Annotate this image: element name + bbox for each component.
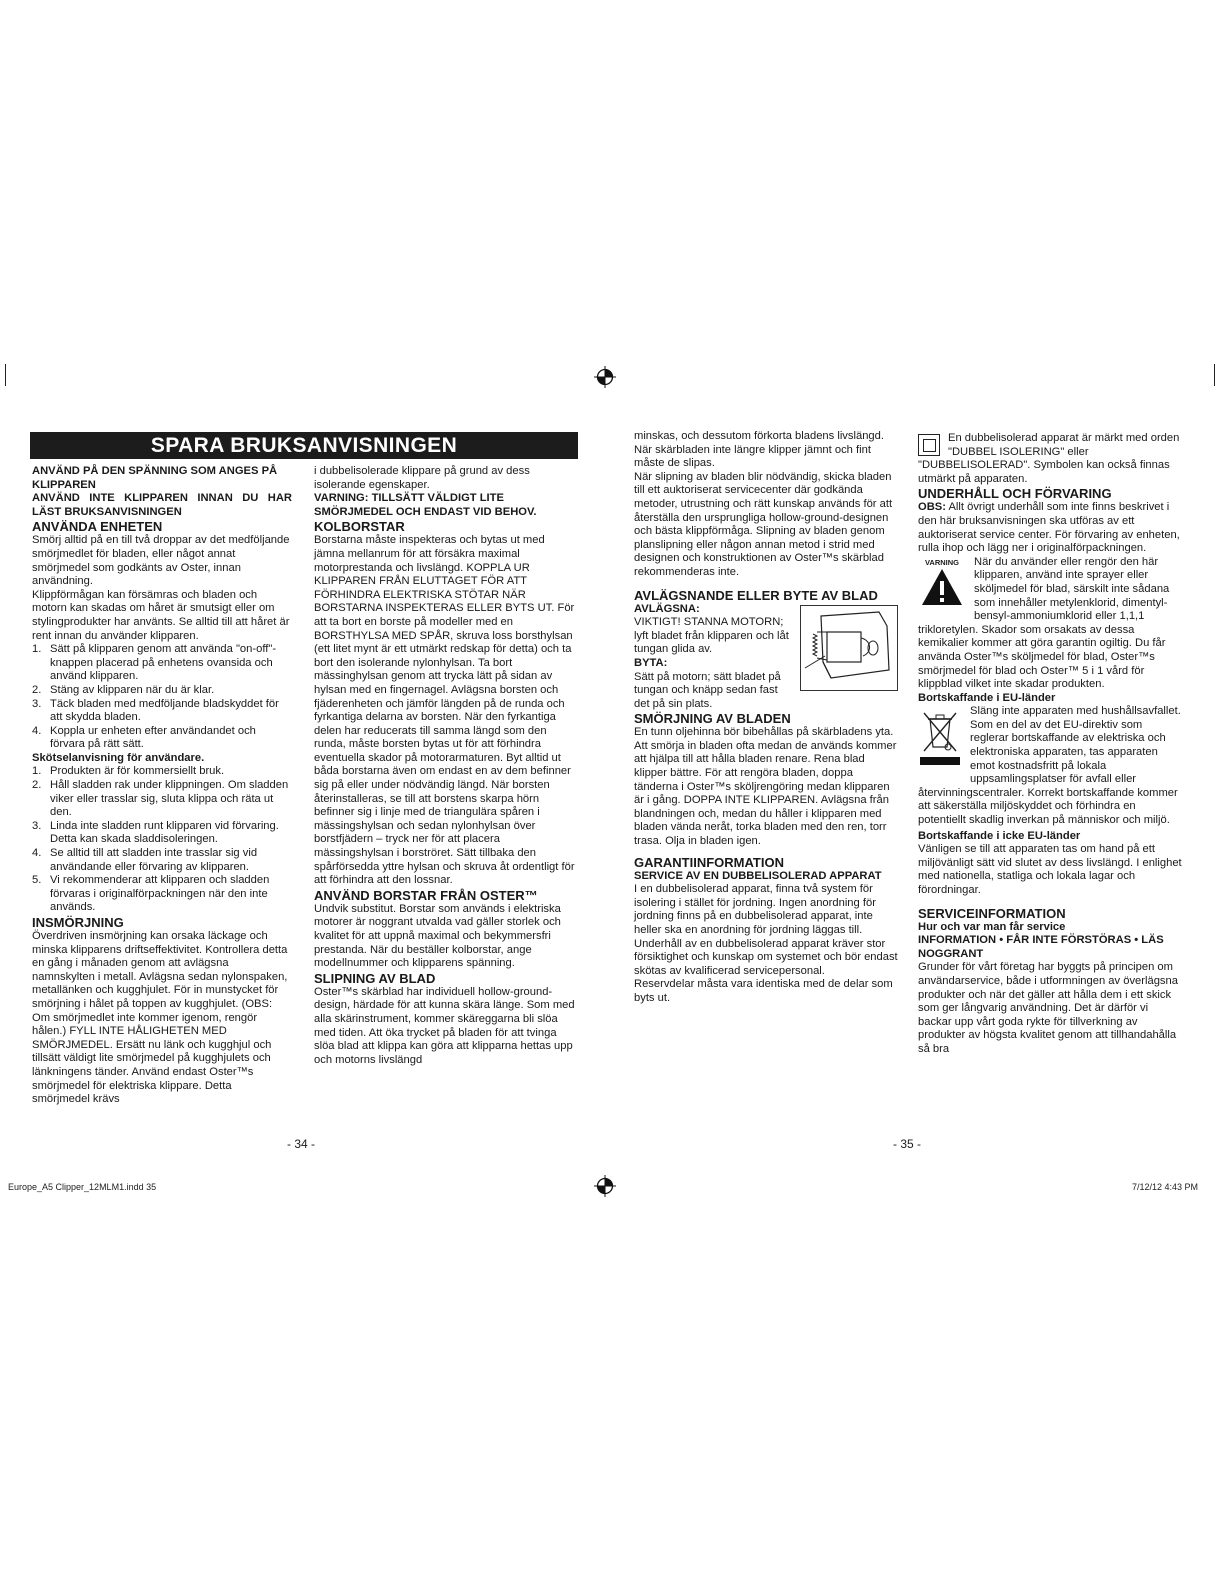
read-manual-warning: ANVÄND INTE KLIPPAREN INNAN DU HAR LÄST BRUKSANVISNINGEN: [32, 492, 292, 518]
paragraph: Överdriven insmörjning kan orsaka läckage och minska klipparens driftseffektivitet. Kontrollera detta en gång i månaden genom att avlägsna namnskylten i metall. Avlägsna sedan nylonspaken, metallänken och kugghjulet. För in munstycket för smörjning i hålet på toppen av kugghjulet. (OBS: Om smörjmedlet inte kommer igenom, rengör hålen.) FYLL INTE HÅLIGHETEN MED SMÖRJMEDEL. Ersätt nu länk och kugghjul och tillsätt väldigt lite smörjmedel på kugghjulets och länkningens tänder. Använd endast Oster™s smörjmedel för elektriska klippare. Detta smörjmedel krävs: [32, 930, 288, 1106]
crossed-bin-icon: [918, 707, 962, 767]
footer-filename: Europe_A5 Clipper_12MLM1.indd 35: [8, 1182, 157, 1192]
warning-triangle-icon: [920, 567, 964, 607]
page-number-right: - 35 -: [893, 1137, 922, 1151]
paragraph: Oster™s skärblad har individuell hollow-ground-design, härdade för att kunna skära länge. Som med alla skärinstrument, kommer skäreggarna bli slöa med tiden. Att öka trycket på bladen för att tvinga slöa blad att klippa kan göra att klipparna hettas upp och motorns livslängd: [314, 985, 575, 1066]
heading-care: Skötselanvisning för användare.: [32, 751, 205, 764]
paragraph: VIKTIGT! STANNA MOTORN; lyft bladet från klipparen och låt tungan glida av.: [634, 616, 789, 656]
paragraph: OBS: Allt övrigt underhåll som inte finns beskrivet i den här bruksanvisningen ska utföras av ett auktoriserat service center. För förvaring av enheten, rulla ihop och lägg ner i originalförpackningen.: [918, 501, 1180, 555]
paragraph: Smörj alltid på en till två droppar av det medföljande smörjmedlet för bladen, eller något annat smörjmedel som godkänts av Oster, innan användning.: [32, 534, 290, 588]
paragraph: En tunn oljehinna bör bibehållas på skärbladens yta. Att smörja in bladen ofta medan de används kommer att hjälpa till att hålla bladen renare. Rena blad klipper bättre. För att rengöra bladen, doppa tänderna i Oster™s sköljrengöring medan klipparen är i gång. DOPPA INTE KLIPPAREN. Avlägsna från blandningen och, medan du håller i klipparen med bladen vända neråt, torka bladen med den ren, torr trasa. Olja in bladen igen.: [634, 726, 897, 848]
registration-mark-top: [594, 366, 616, 388]
paragraph: Klippförmågan kan försämras och bladen och motorn kan skadas om håret är smutsigt eller om stylingprodukter har använts. Se alltid till att håret är rent innan du använder klipparen.: [32, 588, 290, 642]
column-4: [918, 432, 1182, 1057]
obs-label: OBS:: [918, 501, 946, 514]
paragraph: Sätt på motorn; sätt bladet på tungan och knäpp sedan fast det på sin plats.: [634, 670, 781, 710]
column-2: [314, 465, 576, 1067]
save-instructions-banner: SPARA BRUKSANVISNINGEN: [30, 432, 578, 459]
paragraph: I en dubbelisolerad apparat, finna två system för isolering i stället för jordning. Ingen anordning för jordning finns på en dubbelisolerad apparat, inte heller ska en anordning för jordning läggas till. Underhåll av en dubbelisolerad apparat kräver stor försiktighet och kunskap om systemet och bör endast skötas av kvalificerad servicepersonal.: [634, 883, 898, 977]
weee-bin: [918, 707, 962, 772]
heading-maintenance: UNDERHÅLL OCH FÖRVARING: [918, 486, 1112, 502]
paragraph: När slipning av bladen blir nödvändig, skicka bladen till ett auktoriserat servicecenter där godkända metoder, utrustning och rätt kunskap används för att återställa den ursprungliga hollow-ground-designen och bästa klippförmåga. Slipning av bladen genom planslipning eller någon annan metod i strid med designen och konstruktionen av Oster™s skärblad rekommenderas inte.: [634, 470, 893, 578]
lubricant-warning: VARNING: TILLSÄTT VÄLDIGT LITE SMÖRJMEDEL OCH ENDAST VID BEHOV.: [314, 492, 537, 518]
footer-date: 7/12/12 4:43 PM: [1132, 1182, 1199, 1192]
column-3: [634, 430, 898, 1006]
paragraph: Grunder för vårt företag har byggts på principen om användarservice, både i utformningen av överlägsna produkter och när det gäller att hålla dem i ett skick som ger långvarig användning. Det är därför vi backar upp vårt goda rykte för tillverkning av produkter av högsta kvalitet genom att tillhandahålla så bra: [918, 961, 1178, 1055]
heading-how-to-get-service: Hur och var man får service: [918, 920, 1066, 933]
heading-blade-lubrication: SMÖRJNING AV BLADEN: [634, 711, 791, 727]
crop-mark-right: [1214, 364, 1215, 386]
heading-remove: AVLÄGSNA:: [634, 602, 700, 615]
voltage-warning: ANVÄND PÅ DEN SPÄNNING SOM ANGES PÅ KLIPPAREN: [32, 465, 278, 491]
heading-blade-removal: AVLÄGSNANDE ELLER BYTE AV BLAD: [634, 587, 878, 603]
list-item: 5. Vi rekommenderar att klipparen och sladden förvaras i originalförpackningen när den inte används.: [32, 874, 270, 914]
usage-steps: [32, 643, 292, 752]
double-insulation-icon: [918, 434, 940, 456]
list-item: 4. Se alltid till att sladden inte trasslar sig vid användande eller förvaring av klipparen.: [32, 847, 258, 873]
paragraph: Släng inte apparaten med hushållsavfallet. Som en del av det EU-direktiv som reglerar bortskaffande av elektriska och elektroniska apparaten, tas apparaten emot kostnadsfritt på lokala uppsamlingsplatser för avfall eller återvinningscentraler. Korrekt bortskaffande kommer att säkerställa miljöskyddet och förhindra en potentiellt skadlig inverkan på människor och miljö.: [918, 705, 1181, 827]
list-item: 1. Sätt på klipparen genom att använda "on-off"-knappen placerad på enhetens ovansida och använd klipparen.: [32, 643, 277, 683]
heading-warranty: GARANTIINFORMATION: [634, 854, 784, 870]
paragraph: En dubbelisolerad apparat är märkt med orden "DUBBEL ISOLERING" eller "DUBBELISOLERAD". Symbolen kan också finnas utmärkt på apparaten.: [918, 432, 1180, 485]
list-item: 2. Stäng av klipparen när du är klar.: [32, 683, 215, 696]
heading-replace: BYTA:: [634, 656, 668, 669]
paragraph: Vänligen se till att apparaten tas om hand på ett miljövänligt sätt vid slutet av dess livslängd. I enlighet med nationella, statliga och lokala lagar och förordningar.: [918, 843, 1182, 896]
list-item: 1. Produkten är för kommersiellt bruk.: [32, 765, 225, 778]
list-item: 3. Täck bladen med medföljande bladskyddet för att skydda bladen.: [32, 697, 279, 724]
heading-double-insulated-service: SERVICE AV EN DUBBELISOLERAD APPARAT: [634, 869, 882, 882]
heading-disposal-non-eu: Bortskaffande i icke EU-länder: [918, 829, 1081, 842]
heading-service-info: SERVICEINFORMATION: [918, 905, 1066, 921]
column-1: [32, 465, 292, 1107]
heading-using-unit: ANVÄNDA ENHETEN: [32, 519, 163, 535]
heading-blade-sharpening: SLIPNING AV BLAD: [314, 970, 436, 986]
heading-carbon-brushes: KOLBORSTAR: [314, 519, 405, 535]
list-item: 2. Håll sladden rak under klippningen. Om sladden viker eller trasslar sig, sluta klippa och räta ut den.: [32, 779, 289, 819]
clipper-blade-icon: [801, 606, 897, 690]
heading-information-notice: INFORMATION • FÅR INTE FÖRSTÖRAS • LÄS NOGGRANT: [918, 934, 1164, 960]
list-item: 3. Linda inte sladden runt klipparen vid förvaring. Detta kan skada sladdisoleringen.: [32, 819, 279, 846]
paragraph: minskas, och dessutom förkorta bladens livslängd. När skärbladen inte längre klipper jämnt och fint måste de slipas.: [634, 430, 884, 470]
page-number-left: - 34 -: [287, 1137, 316, 1151]
warning-sign: [918, 558, 966, 612]
paragraph: Undvik substitut. Borstar som används i elektriska motorer är noggrant utvalda vad gäller storlek och kvalitet för att uppnå maximal och bekymmersfri prestanda. När du beställer kolborstar, ange modellnummer och klipparens spänning.: [314, 902, 561, 970]
list-item: 4. Koppla ur enheten efter användandet och förvara på rätt sätt.: [32, 724, 256, 751]
heading-oster-brushes: ANVÄND BORSTAR FRÅN OSTER™: [314, 887, 538, 903]
registration-mark-bottom: [594, 1175, 616, 1197]
care-steps: [32, 765, 292, 915]
blade-illustration: [800, 605, 898, 691]
warning-label: VARNING: [924, 557, 960, 567]
heading-lubrication: INSMÖRJNING: [32, 915, 124, 930]
heading-disposal-eu: Bortskaffande i EU-länder: [918, 691, 1056, 704]
paragraph: Borstarna måste inspekteras och bytas ut med jämna mellanrum för att försäkra maximal motorprestanda och livslängd. KOPPLA UR KLIPPAREN FRÅN ELUTTAGET FÖR ATT FÖRHINDRA ELEKTRISKA STÖTAR NÄR BORSTARNA INSPEKTERAS ELLER BYTS UT. För att ta bort en borste på modeller med en BORSTHYLSA MED SPÅR, skruva loss borsthylsan (ett litet mynt är ett utmärkt redskap för detta) och ta bort den isolerande nylonhylsan. Ta bort mässinghylsan genom att trycka lätt på sidan av hylsan med en fingernagel. Avlägsna borsten och fjäderenheten och jämför längden på de runda och fyrkantiga delarna av borsten. När den fyrkantiga delen har reducerats till samma längd som den runda, måste borsten bytas ut för att förhindra eventuella skador på motorarmaturen. Byt alltid ut båda borstarna även om endast en av dem befinner sig på eller under nödvändig längd. När borsten återinstalleras, se till att borstens skarpa hörn befinner sig i linje med de triangulära spåren i mässingshylsan och sedan nylonhylsan över borstfjädern – tryck ner för att placera mässingshylsan i borströret. Sätt tillbaka den spårförsedda yttre hylsan och skruva åt ordentligt för att förhindra att den lossnar.: [314, 534, 575, 887]
crop-mark-left: [5, 364, 6, 386]
paragraph: i dubbelisolerade klippare på grund av dess isolerande egenskaper.: [314, 465, 530, 491]
paragraph: Reservdelar måsta vara identiska med de delar som byts ut.: [634, 978, 893, 1004]
paragraph: När du använder eller rengör den här klipparen, använd inte sprayer eller sköljmedel för blad, särskilt inte sådana som innehåller metylenklorid, dimentyl-bensyl-ammoniumklorid eller 1,1,1 trikloretylen. Skador som orsakats av dessa kemikalier kommer att göra garantin ogiltig. Du får använda Oster™s sköljmedel för blad, Oster™s smörjmedel för blad och Oster™ 5 i 1 vård för klippblad vilket inte skadar produkten.: [918, 555, 1170, 691]
